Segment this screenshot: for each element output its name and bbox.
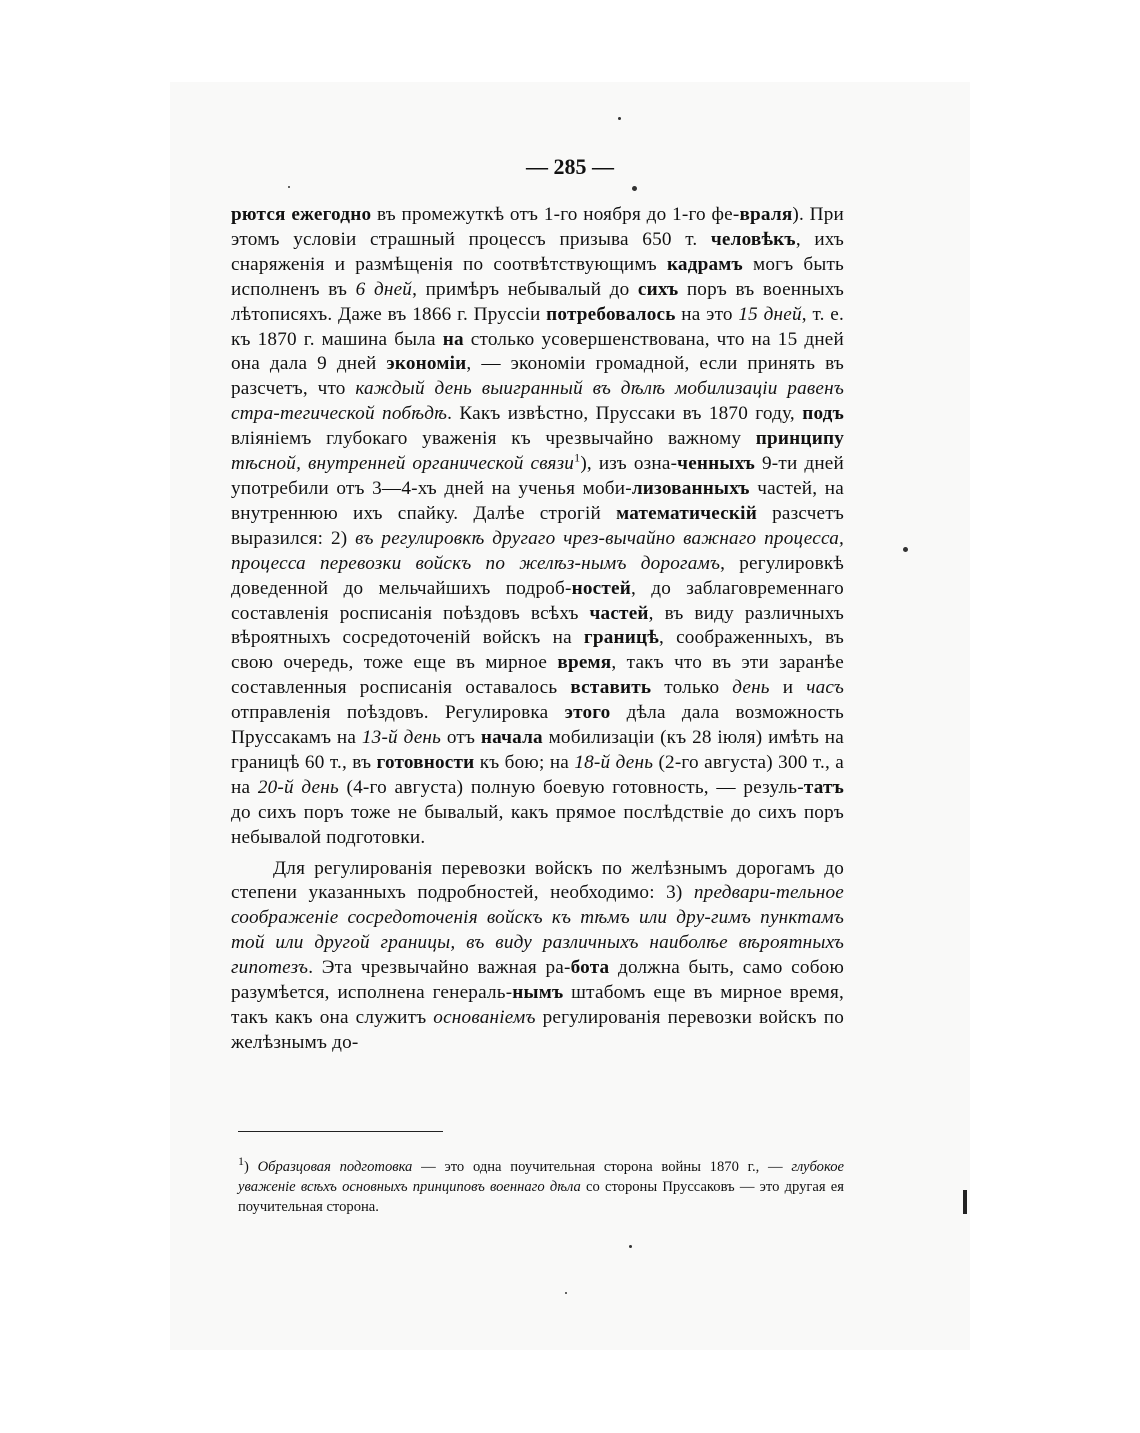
text-run: могъ быть исполненъ въ (231, 253, 845, 300)
text-run: , ихъ снаряженія и размѣщенія по соотвѣтствующимъ (231, 228, 844, 275)
italic-run: глубокое уваженіе всѣхъ основныхъ принциповъ военнаго дѣла (238, 1159, 844, 1195)
text-run: . Эта чрезвычайно важная ра- (308, 957, 571, 979)
text-run: мобилизаціи (къ 28 іюля) имѣть на границѣ 60 т., въ (231, 727, 844, 773)
bold-run: ностей (571, 577, 631, 599)
bold-run: бота (570, 957, 610, 979)
bold-run: подъ (802, 403, 844, 425)
text-run: ). При этомъ условіи страшный процессъ призыва 650 т. (231, 204, 845, 250)
italic-run: 6 дней (355, 278, 413, 300)
text-run: и (769, 677, 807, 699)
italic-run: 18-й день (574, 751, 654, 773)
scan-speck (629, 1245, 632, 1248)
bold-run: границѣ (583, 627, 659, 649)
text-run: до сихъ поръ тоже не бывалый, какъ прямое послѣдствіе до сихъ поръ небывалой подготовки. (231, 801, 844, 848)
italic-run: 15 дней (738, 303, 802, 325)
bold-run: татъ (803, 776, 844, 798)
bold-run: вставить (570, 677, 652, 699)
bold-run: враля (739, 204, 793, 225)
text-run: на это (675, 303, 739, 325)
bold-run: нымъ (512, 982, 564, 1004)
bold-run: ежегодно (291, 204, 372, 225)
text-run: дѣла дала возможность Пруссакамъ на (231, 702, 844, 749)
bold-run: на (442, 328, 464, 350)
text-run: частей, на внутреннюю ихъ спайку. Далѣе строгій (231, 477, 844, 524)
italic-run: въ регулировкѣ другаго чрез-вычайно важнаго процесса, процесса перевозки войскъ по желѣз-нымъ дорогамъ (231, 527, 844, 574)
text-run: , примѣръ небывалый до (412, 278, 638, 300)
bold-run: время (557, 652, 612, 674)
italic-run: часъ (806, 677, 844, 699)
bold-run: частей (589, 602, 649, 624)
scan-speck (288, 186, 290, 188)
paragraph-2 (231, 857, 844, 1056)
italic-run: тѣсной, внутренней органической связи (231, 453, 575, 475)
bold-run: рются (231, 204, 286, 225)
bold-run: экономіи (386, 353, 467, 375)
footnote-marker: 1 (238, 1154, 244, 1169)
bold-run: принципу (755, 428, 844, 450)
scan-speck (632, 186, 637, 191)
text-run: Для регулированія перевозки войскъ по желѣзнымъ дорогамъ до степени указанныхъ подробностей, необходимо: 3) (231, 857, 844, 904)
italic-run: каждый день выигранный въ дѣлѣ мобилизаціи равенъ стра-тегической побѣдѣ (231, 378, 844, 425)
footnote (238, 1154, 844, 1217)
text-run: . Какъ извѣстно, Пруссаки въ 1870 году, (447, 403, 803, 425)
text-run: , до заблаговременнаго составленія росписанія поѣздовъ всѣхъ (231, 577, 844, 624)
scan-speck (565, 1292, 567, 1294)
bold-run: этого (564, 702, 611, 724)
text-run: — это одна поучительная сторона войны 1870 г., — (412, 1159, 792, 1175)
text-run: должна быть, само собою разумѣется, исполнена генераль- (231, 957, 844, 1004)
bold-run: потребовалось (546, 303, 676, 325)
italic-run: предвари-тельное соображеніе сосредоточенія войскъ къ тѣмъ или дру-гимъ пунктамъ той или другой границы, въ виду различныхъ наиболѣе вѣроятныхъ гипотезъ (231, 882, 844, 979)
text-run: къ бою; на (474, 751, 575, 773)
text-run: (2-го августа) 300 т., а на (231, 751, 845, 798)
italic-run: 13-й день (361, 727, 442, 749)
footnote-marker: 1 (574, 450, 581, 465)
text-run: штабомъ еще въ мирное время, такъ какъ она служитъ (231, 982, 844, 1028)
bold-run: ченныхъ (677, 453, 756, 475)
text-run: отъ (441, 727, 481, 749)
text-run: со стороны Пруссаковъ — это другая ея поучительная сторона. (238, 1179, 844, 1215)
text-run: , т. е. къ 1870 г. машина была (231, 303, 844, 350)
bold-run: математическій (616, 502, 757, 524)
bold-run: человѣкъ (710, 228, 796, 250)
text-run: (4-го августа) полную боевую готовность, — резуль- (338, 776, 804, 798)
text-run: вліяніемъ глубокаго уваженія къ чрезвычайно важному (231, 428, 756, 450)
text-run: столько усовершенствована, что на 15 дней она дала 9 дней (231, 328, 844, 375)
scan-speck (903, 547, 908, 552)
bold-run: начала (480, 727, 543, 749)
text-run: поръ въ военныхъ лѣтописяхъ. Даже въ 1866 г. Пруссіи (231, 278, 845, 325)
italic-run: день (732, 677, 770, 699)
text-run: , — экономіи громадной, если принять въ разсчетъ, что (231, 353, 844, 400)
text-run: , соображенныхъ, въ свою очередь, тоже еще въ мирное (231, 627, 844, 674)
body-text (231, 203, 844, 1056)
bold-run: кадрамъ (666, 253, 743, 275)
text-run: отправленія поѣздовъ. Регулировка (231, 702, 565, 724)
italic-run: основаніемъ (433, 1007, 536, 1028)
text-run: , въ виду различныхъ вѣроятныхъ сосредоточеній войскъ на (231, 602, 844, 649)
text-run: , такъ что въ эти заранѣе составленныя росписанія оставалось (231, 652, 844, 699)
page-number: — 285 — (526, 154, 614, 179)
footnote-divider (238, 1131, 443, 1132)
text-run: , регулировкѣ доведенной до мельчайшихъ подроб- (231, 552, 844, 599)
bold-run: готовности (376, 751, 475, 773)
italic-run: Образцовая подготовка (257, 1159, 413, 1175)
text-run: ), изъ озна- (580, 453, 678, 475)
text-run: въ промежуткѣ отъ 1-го ноября до 1-го фе- (371, 204, 740, 225)
text-run: ) (244, 1159, 258, 1175)
text-run: разсчетъ выразился: 2) (231, 502, 844, 549)
bold-run: лизованныхъ (631, 477, 750, 499)
text-run: 9-ти дней употребили отъ 3—4-хъ дней на ученья моби- (231, 453, 844, 499)
text-run: только (651, 677, 733, 699)
bold-run: сихъ (637, 278, 679, 300)
scan-speck (618, 117, 621, 120)
italic-run: 20-й день (257, 776, 339, 798)
scan-mark (963, 1190, 967, 1214)
paragraph-1 (231, 203, 844, 851)
text-run: регулированія перевозки войскъ по желѣзнымъ до- (231, 1007, 844, 1053)
